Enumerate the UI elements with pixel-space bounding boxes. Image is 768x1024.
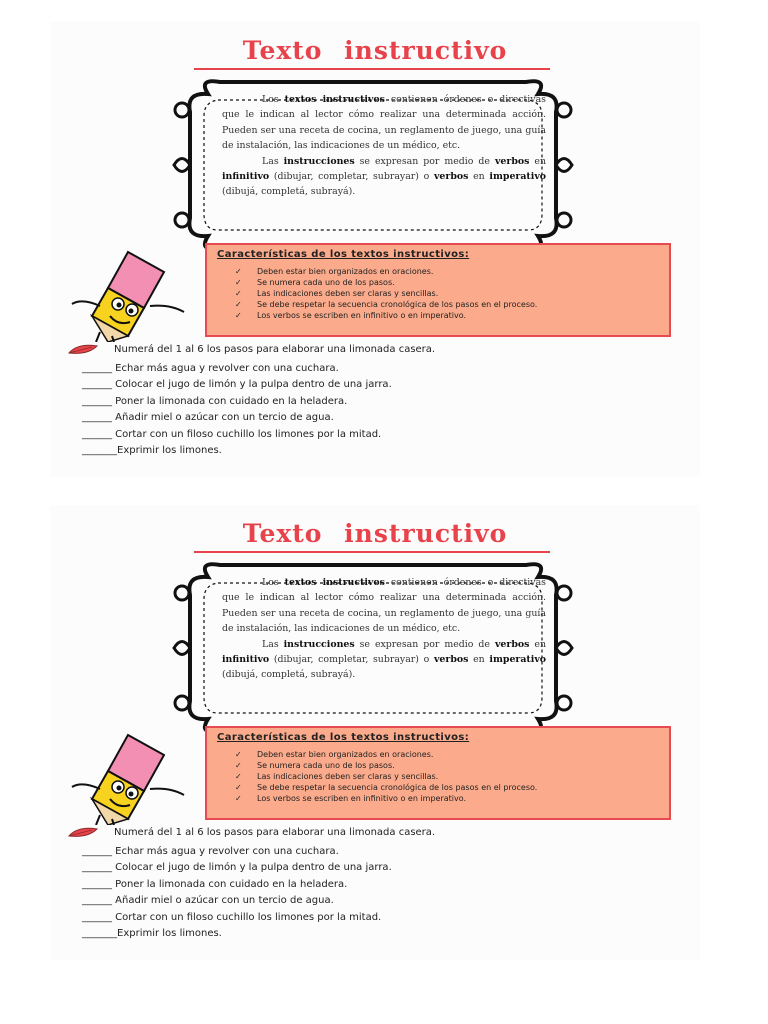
feather-icon xyxy=(68,343,98,355)
term-verbos: verbos xyxy=(494,155,530,167)
check-icon: ✓ xyxy=(235,783,242,792)
feather-icon xyxy=(68,826,98,838)
list-item: ✓ Se debe respetar la secuencia cronológica de los pasos en el proceso. xyxy=(235,783,538,792)
step-item: _______Exprimir los limones. xyxy=(82,928,222,940)
worksheet-copy-1 xyxy=(50,22,700,477)
term-infinitivo: infinitivo xyxy=(222,171,270,183)
step-item: ______ Echar más agua y revolver con una cuchara. xyxy=(82,846,339,857)
check-icon: ✓ xyxy=(235,300,242,309)
worksheet-title: Texto instructivo xyxy=(242,519,508,548)
characteristics-title: Características de los textos instructivos: xyxy=(217,249,470,260)
list-item: ✓ Las indicaciones deben ser claras y sencillas. xyxy=(235,772,439,781)
list-item: ✓ Se numera cada uno de los pasos. xyxy=(235,278,395,287)
term-textos-instructivos: textos instructivos xyxy=(284,577,385,588)
intro-text: Los textos instructivos contienen órdenes o directivas que le indican al lector cómo realizar una determinada acción. Pueden ser una receta de cocina, un reglamento de juego, una guía de instalación, las indicaciones de un médico, etc. Las instrucciones se expresan por medio de verbos en infinitivo (dibujar, completar, subrayar) o verbos en imperativo (dibujá, completá, subrayá). xyxy=(222,94,547,198)
intro-text: Los textos instructivos contienen órdenes o directivas que le indican al lector cómo realizar una determinada acción. Pueden ser una receta de cocina, un reglamento de juego, una guía de instalación, las indicaciones de un médico, etc. Las instrucciones se expresan por medio de verbos en infinitivo (dibujar, completar, subrayar) o verbos en imperativo (dibujá, completá, subrayá). xyxy=(222,577,547,681)
list-item: ✓ Los verbos se escriben en infinitivo o en imperativo. xyxy=(235,311,467,320)
characteristics-list xyxy=(235,749,665,804)
step-item: _______Exprimir los limones. xyxy=(82,445,222,457)
check-icon: ✓ xyxy=(235,311,242,320)
step-item: ______ Cortar con un filoso cuchillo los limones por la mitad. xyxy=(82,428,382,440)
characteristics-title: Características de los textos instructivos: xyxy=(217,732,470,743)
step-item: ______ Poner la limonada con cuidado en la heladera. xyxy=(82,395,348,407)
list-item: ✓ Los verbos se escriben en infinitivo o en imperativo. xyxy=(235,794,467,803)
title-underline xyxy=(194,551,550,553)
step-item: ______ Añadir miel o azúcar con un tercio de agua. xyxy=(82,895,334,907)
term-verbos-2: verbos xyxy=(433,654,469,666)
term-instrucciones: instrucciones xyxy=(283,155,355,167)
list-item: ✓ Deben estar bien organizados en oraciones. xyxy=(235,750,434,759)
characteristics-box xyxy=(205,726,671,820)
list-item: ✓ Se numera cada uno de los pasos. xyxy=(235,761,395,770)
pencil-mascot-icon xyxy=(58,246,198,342)
term-imperativo: imperativo xyxy=(489,171,547,183)
step-item: ______ Echar más agua y revolver con una cuchara. xyxy=(82,363,339,374)
characteristics-list xyxy=(235,266,665,321)
title-underline xyxy=(194,68,550,70)
step-item: ______ Colocar el jugo de limón y la pulpa dentro de una jarra. xyxy=(82,862,392,874)
step-item: ______ Colocar el jugo de limón y la pulpa dentro de una jarra. xyxy=(82,379,392,391)
list-item: ✓ Deben estar bien organizados en oraciones. xyxy=(235,267,434,276)
term-imperativo: imperativo xyxy=(489,654,547,666)
exercise-instruction: Numerá del 1 al 6 los pasos para elaborar una limonada casera. xyxy=(68,826,668,838)
term-infinitivo: infinitivo xyxy=(222,654,270,666)
steps-list xyxy=(82,844,682,942)
check-icon: ✓ xyxy=(235,289,242,298)
exercise-instruction: Numerá del 1 al 6 los pasos para elaborar una limonada casera. xyxy=(68,343,668,355)
term-textos-instructivos: textos instructivos xyxy=(284,94,385,105)
check-icon: ✓ xyxy=(235,761,242,770)
term-verbos: verbos xyxy=(494,638,530,650)
list-item: ✓ Las indicaciones deben ser claras y sencillas. xyxy=(235,289,439,298)
step-item: ______ Cortar con un filoso cuchillo los limones por la mitad. xyxy=(82,911,382,923)
term-instrucciones: instrucciones xyxy=(283,638,355,650)
step-item: ______ Poner la limonada con cuidado en la heladera. xyxy=(82,878,348,890)
term-verbos-2: verbos xyxy=(433,171,469,183)
pencil-mascot-icon xyxy=(58,729,198,825)
list-item: ✓ Se debe respetar la secuencia cronológica de los pasos en el proceso. xyxy=(235,300,538,309)
check-icon: ✓ xyxy=(235,278,242,287)
step-item: ______ Añadir miel o azúcar con un tercio de agua. xyxy=(82,412,334,424)
worksheet-copy-2 xyxy=(50,505,700,960)
worksheet-title: Texto instructivo xyxy=(242,36,508,65)
check-icon: ✓ xyxy=(235,772,242,781)
steps-list xyxy=(82,361,682,459)
check-icon: ✓ xyxy=(235,750,242,759)
check-icon: ✓ xyxy=(235,794,242,803)
characteristics-box xyxy=(205,243,671,337)
check-icon: ✓ xyxy=(235,267,242,276)
